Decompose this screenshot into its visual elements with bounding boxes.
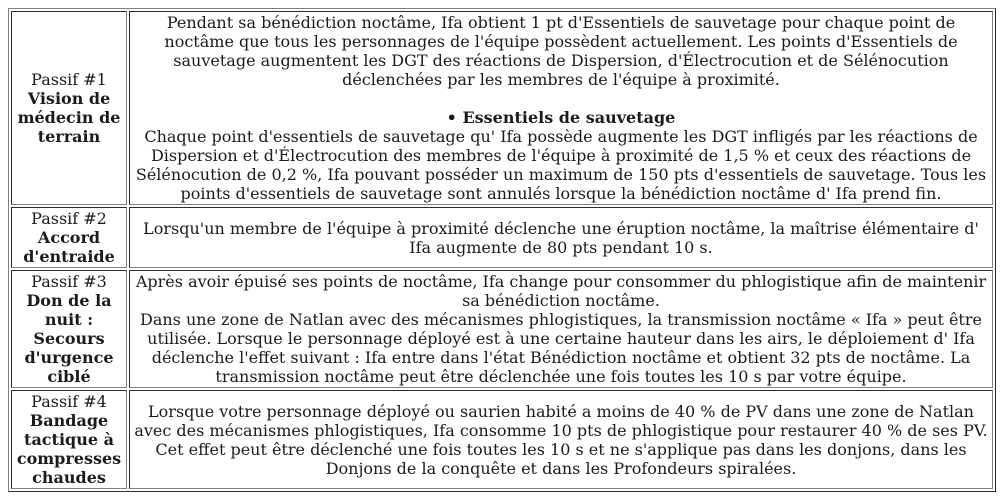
- passive-2-label-cell: [11, 207, 127, 268]
- passive-3-name: Don de la nuit : Secours d'urgence ciblé: [24, 291, 114, 386]
- passive-2-name: Accord d'entraide: [23, 228, 115, 266]
- passive-1-paragraph: Chaque point d'essentiels de sauvetage qu' Ifa possède augmente les DGT infligés par les réactions de Dispersion et d'Électrocution des membres de l'équipe à proximité de 1,5 % et ceux des réactions de Sélénocution de 0,2 %, Ifa pouvant posséder un maximum de 150 pts d'essentiels de sauvetage. Tous les points d'essentiels de sauvetage sont annulés lorsque la bénédiction noctâme d' Ifa prend fin.: [135, 127, 987, 203]
- passive-4-number: Passif #4: [31, 392, 107, 411]
- passive-4-paragraph: Lorsque votre personnage déployé ou saurien habité a moins de 40 % de PV dans une zone de Natlan avec des mécanismes phlogistiques, Ifa consomme 10 pts de phlogistique pour restaurer 40 % de ses PV. Cet effet peut être déclenché une fois toutes les 10 s et ne s'applique pas dans les donjons, dans les Donjons de la conquête et dans les Profondeurs spiralées.: [134, 401, 988, 478]
- passive-3-label-cell: [11, 270, 127, 388]
- passive-2-paragraph: Lorsqu'un membre de l'équipe à proximité déclenche une éruption noctâme, la maîtrise élémentaire d' Ifa augmente de 80 pts pendant 10 s.: [143, 218, 979, 257]
- passive-3-description-cell: [129, 270, 993, 388]
- passive-2-description-cell: [129, 207, 993, 268]
- passive-1-number: Passif #1: [31, 70, 107, 89]
- passive-3-paragraph: Dans une zone de Natlan avec des mécanismes phlogistiques, la transmission noctâme « Ifa » peut être utilisée. Lorsque le personnage déployé est à une certaine hauteur dans les airs, le déploiement d' Ifa déclenche l'effet suivant : Ifa entre dans l'état Bénédiction noctâme et obtient 32 pts de noctâme. La transmission noctâme peut être déclenchée une fois toutes les 10 s par votre équipe.: [140, 310, 982, 386]
- passive-1-label-cell: [11, 11, 127, 205]
- passives-table: [8, 8, 996, 492]
- table-row-passive-1: [11, 11, 993, 205]
- passive-1-paragraph: Pendant sa bénédiction noctâme, Ifa obtient 1 pt d'Essentiels de sauvetage pour chaque point de noctâme que tous les personnages de l'équipe possèdent actuellement. Les points d'Essentiels de sauvetage augmentent les DGT des réactions de Dispersion, d'Électrocution et de Sélénocution déclenchées par les membres de l'équipe à proximité.: [164, 13, 958, 89]
- passive-2-number: Passif #2: [31, 209, 107, 228]
- passive-4-name: Bandage tactique à compresses chaudes: [16, 411, 122, 487]
- passive-4-label-cell: [11, 390, 127, 489]
- passive-4-description-cell: [129, 390, 993, 489]
- passive-1-name: Vision de médecin de terrain: [17, 89, 121, 146]
- passive-1-description-cell: [129, 11, 993, 205]
- table-row-passive-3: [11, 270, 993, 388]
- passive-3-number: Passif #3: [31, 272, 107, 291]
- table-row-passive-2: [11, 207, 993, 268]
- passive-3-paragraph: Après avoir épuisé ses points de noctâme, Ifa change pour consommer du phlogistique afin de maintenir sa bénédiction noctâme.: [135, 272, 987, 310]
- table-row-passive-4: [11, 390, 993, 489]
- passive-1-bullet-heading: • Essentiels de sauvetage: [446, 108, 676, 127]
